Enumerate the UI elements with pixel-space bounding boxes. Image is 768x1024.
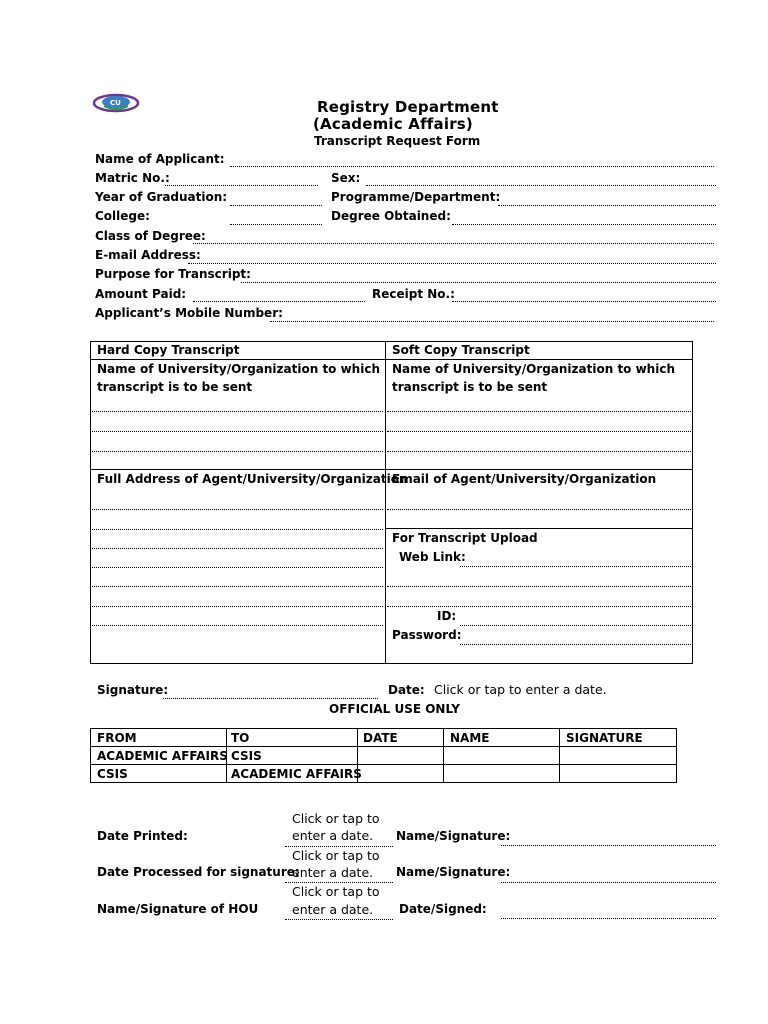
- date-signed-label: Date/Signed:: [399, 902, 487, 916]
- date-label: Date:: [388, 683, 425, 697]
- name-of-applicant-label: Name of Applicant:: [95, 152, 225, 166]
- hard-name-line-c[interactable]: [92, 451, 383, 452]
- header-line-2: (Academic Affairs): [313, 115, 473, 133]
- name-of-applicant-field[interactable]: [230, 166, 714, 167]
- name-signature-label-2: Name/Signature:: [396, 865, 511, 879]
- date-printed-label: Date Printed:: [97, 829, 188, 843]
- hou-click-2: enter a date.: [292, 902, 374, 917]
- id-label: ID:: [437, 609, 457, 623]
- address-line-g[interactable]: [92, 625, 383, 626]
- degree-obtained-field[interactable]: [452, 224, 716, 225]
- hard-name-line1: Name of University/Organization to which: [97, 362, 380, 376]
- soft-name-line1: Name of University/Organization to which: [392, 362, 675, 376]
- email-address-label: E-mail Address:: [95, 248, 201, 262]
- id-field[interactable]: [460, 625, 691, 626]
- address-line-b[interactable]: [92, 529, 383, 530]
- web-link-line-b[interactable]: [387, 586, 691, 587]
- programme-field[interactable]: [498, 205, 716, 206]
- col-to: TO: [231, 731, 250, 745]
- transcript-upload-label: For Transcript Upload: [392, 531, 538, 545]
- mobile-number-field[interactable]: [270, 321, 714, 322]
- full-address-label: Full Address of Agent/University/Organization: [97, 472, 408, 486]
- name-signature-field-2[interactable]: [501, 882, 716, 883]
- email-address-field[interactable]: [188, 263, 716, 264]
- class-of-degree-field[interactable]: [193, 243, 714, 244]
- amount-paid-field[interactable]: [193, 301, 365, 302]
- signature-label: Signature:: [97, 683, 169, 697]
- email-agent-line[interactable]: [387, 509, 691, 510]
- hard-name-line-a[interactable]: [92, 411, 383, 412]
- col-name: NAME: [450, 731, 490, 745]
- svg-text:CU: CU: [110, 99, 121, 107]
- col-signature: SIGNATURE: [566, 731, 643, 745]
- hou-underline: [285, 919, 393, 920]
- year-of-graduation-label: Year of Graduation:: [95, 190, 228, 204]
- signature-date-picker[interactable]: Click or tap to enter a date.: [434, 682, 607, 697]
- name-signature-field-1[interactable]: [501, 845, 716, 846]
- web-link-field[interactable]: [460, 566, 691, 567]
- col-from: FROM: [97, 731, 137, 745]
- row1-to: CSIS: [231, 749, 262, 763]
- address-line-d[interactable]: [92, 567, 383, 568]
- soft-name-line2: transcript is to be sent: [392, 380, 548, 394]
- web-link-line-c[interactable]: [387, 606, 691, 607]
- mobile-number-label: Applicant’s Mobile Number:: [95, 306, 283, 320]
- soft-name-line-b[interactable]: [387, 431, 691, 432]
- hard-name-line-b[interactable]: [92, 431, 383, 432]
- matric-label: Matric No.:: [95, 171, 170, 185]
- hou-label: Name/Signature of HOU: [97, 902, 259, 916]
- soft-copy-header: Soft Copy Transcript: [392, 343, 530, 357]
- col-date: DATE: [363, 731, 398, 745]
- hard-copy-header: Hard Copy Transcript: [97, 343, 240, 357]
- name-signature-label-1: Name/Signature:: [396, 829, 511, 843]
- date-processed-label: Date Processed for signature:: [97, 865, 300, 879]
- address-line-f[interactable]: [92, 606, 383, 607]
- row2-from: CSIS: [97, 767, 128, 781]
- college-field[interactable]: [230, 224, 322, 225]
- address-line-c[interactable]: [92, 548, 383, 549]
- date-printed-click-2: enter a date.: [292, 828, 374, 843]
- soft-name-line-a[interactable]: [387, 411, 691, 412]
- amount-paid-label: Amount Paid:: [95, 287, 187, 301]
- date-processed-click-2: enter a date.: [292, 865, 374, 880]
- web-link-label: Web Link:: [399, 550, 466, 564]
- receipt-no-label: Receipt No.:: [372, 287, 455, 301]
- programme-label: Programme/Department:: [331, 190, 501, 204]
- hard-name-line2: transcript is to be sent: [97, 380, 253, 394]
- date-processed-underline: [285, 882, 393, 883]
- soft-name-line-c[interactable]: [387, 451, 691, 452]
- form-title: Transcript Request Form: [314, 134, 481, 148]
- address-line-e[interactable]: [92, 586, 383, 587]
- class-of-degree-label: Class of Degree:: [95, 229, 206, 243]
- signature-field[interactable]: [163, 698, 378, 699]
- date-printed-click-1: Click or tap to: [292, 811, 380, 826]
- header-line-1: Registry Department: [317, 98, 499, 116]
- official-use-heading: OFFICIAL USE ONLY: [329, 702, 460, 716]
- address-line-a[interactable]: [92, 509, 383, 510]
- sex-field[interactable]: [366, 185, 716, 186]
- email-agent-label: Email of Agent/University/Organization: [392, 472, 657, 486]
- degree-obtained-label: Degree Obtained:: [331, 209, 451, 223]
- row2-to: ACADEMIC AFFAIRS: [231, 767, 362, 781]
- password-field[interactable]: [460, 644, 691, 645]
- year-of-graduation-field[interactable]: [230, 205, 322, 206]
- hou-click-1: Click or tap to: [292, 884, 380, 899]
- receipt-no-field[interactable]: [452, 301, 716, 302]
- row1-from: ACADEMIC AFFAIRS: [97, 749, 228, 763]
- college-label: College:: [95, 209, 150, 223]
- date-processed-click-1: Click or tap to: [292, 848, 380, 863]
- password-label: Password:: [392, 628, 462, 642]
- date-printed-underline: [285, 846, 393, 847]
- sex-label: Sex:: [331, 171, 361, 185]
- university-logo: [92, 92, 140, 114]
- date-signed-field[interactable]: [501, 918, 716, 919]
- matric-field[interactable]: [165, 185, 318, 186]
- purpose-field[interactable]: [241, 282, 716, 283]
- purpose-label: Purpose for Transcript:: [95, 267, 251, 281]
